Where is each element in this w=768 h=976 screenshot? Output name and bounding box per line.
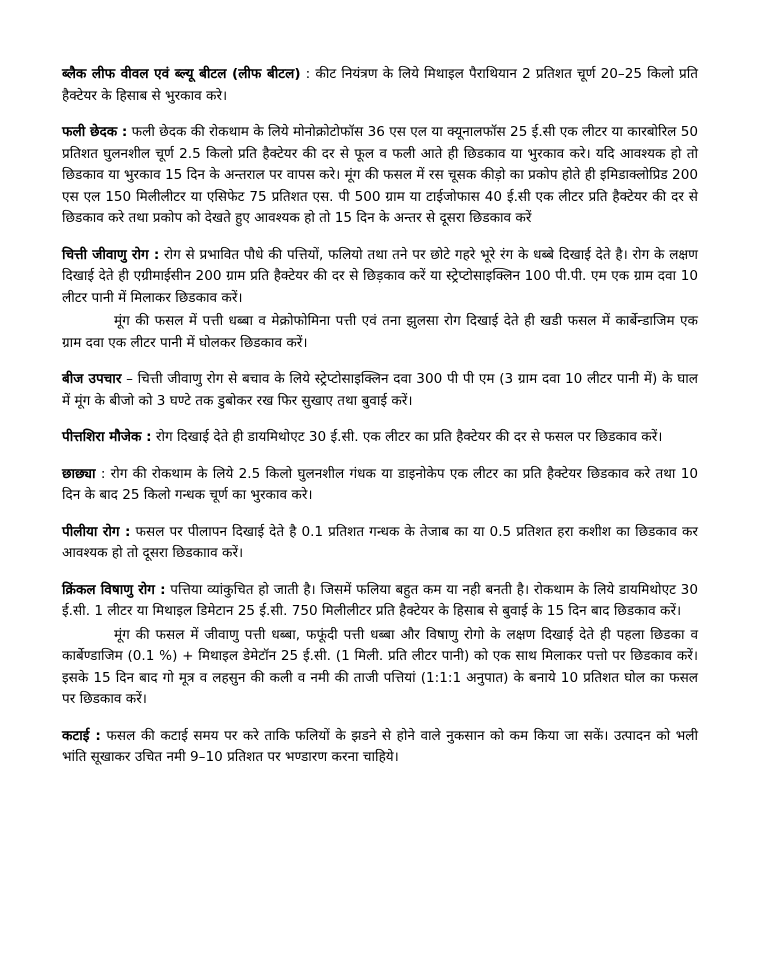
text-powdery-mildew: : रोग की रोकथाम के लिये 2.5 किलो घुलनशील गंधक या डाइनोकेप एक लीटर का प्रति हैक्टेयर छिडकाव करे तथा 10 दिन के बाद 25 किलो गन्धक चूर्ण का भुरकाव करे। bbox=[62, 465, 698, 503]
para-leaf-beetle bbox=[62, 64, 698, 107]
para-bacterial-spot bbox=[62, 245, 698, 310]
text-leaf-spot-blight: मूंग की फसल में पत्ती धब्बा व मेक्रोफोमिना पत्ती एवं तना झुलसा रोग दिखाई देते ही खडी फसल में कार्बेन्डाजिम एक ग्राम दवा एक लीटर पानी में घोलकर छिडकाव करें। bbox=[62, 313, 698, 351]
document-page bbox=[62, 64, 698, 784]
text-seed-treatment: – चित्ती जीवाणु रोग से बचाव के लिये स्ट्रेप्टोसाइक्लिन दवा 300 पी पी एम (3 ग्राम दवा 10 लीटर पानी में) के घाल में मूंग के बीजो को 3 घण्टे तक डुबोकर रख फिर सुखाए तथा बुवाई करें। bbox=[62, 371, 698, 409]
heading-leaf-beetle: ब्लैक लीफ वीवल एवं ब्ल्यू बीटल (लीफ बीटल) bbox=[62, 66, 301, 82]
text-yellowing: फसल पर पीलापन दिखाई देते है 0.1 प्रतिशत गन्धक के तेजाब का या 0.5 प्रतिशत हरा कशीश का छिडकाव कर आवश्यक हो तो दूसरा छिडकााव करें। bbox=[62, 523, 698, 561]
heading-harvesting: कटाई : bbox=[62, 727, 101, 744]
heading-yellow-vein-mosaic: पीत्तशिरा मौजेक : bbox=[62, 429, 152, 445]
text-harvesting: फसल की कटाई समय पर करे ताकि फलियों के झडने से होने वाले नुकसान को कम किया जा सकें। उत्पादन को भली भांति सूखाकर उचित नमी 9–10 प्रतिशत पर भण्डारण करना चाहिये। bbox=[62, 727, 699, 765]
para-yellow-vein-mosaic bbox=[62, 427, 698, 449]
heading-bacterial-spot: चित्ती जीवाणु रोग : bbox=[62, 246, 160, 263]
text-yellow-vein-mosaic: रोग दिखाई देते ही डायमिथोएट 30 ई.सी. एक लीटर का प्रति हैक्टेयर की दर से फसल पर छिडकाव करें। bbox=[151, 429, 663, 445]
para-seed-treatment bbox=[62, 369, 698, 412]
para-powdery-mildew bbox=[62, 464, 698, 507]
text-combined-spray: मूंग की फसल में जीवाणु पत्ती धब्बा, फफूंदी पत्ती धब्बा और विषाणु रोगो के लक्षण दिखाई देते ही पहला छिडका व कार्बेण्डाजिम (0.1 %) + मिथाइल डेमेटॉन 25 ई.सी. (1 मिली. प्रति लीटर पानी) को एक साथ मिलाकर पत्तो पर छिडकाव करें। इसके 15 दिन बाद गो मूत्र व लहसुन की कली व नमी की ताजी पत्तियां (1:1:1 अनुपात) के बनाये 10 प्रतिशत घोल का फसल पर छिडकाव करें। bbox=[62, 626, 698, 707]
text-crinkle-virus: पत्तिया व्यांकुचित हो जाती है। जिसमें फलिया बहुत कम या नही बनती है। रोकथाम के लिये डायमिथोएट 30 ई.सी. 1 लीटर या मिथाइल डिमेटान 25 ई.सी. 750 मिलीलीटर प्रति हैक्टेयर के हिसाब से बुवाई के 15 दिन बाद छिडकाव करें। bbox=[62, 581, 698, 619]
text-leaf-beetle: : कीट नियंत्रण के लिये मिथाइल पैराथियान 2 प्रतिशत चूर्ण 20–25 किलो प्रति हैक्टेयर के हिसाब से भुरकाव करे। bbox=[62, 66, 698, 104]
heading-yellowing: पीलीया रोग : bbox=[62, 523, 131, 540]
heading-seed-treatment: बीज उपचार bbox=[62, 371, 122, 387]
para-harvesting bbox=[62, 726, 698, 769]
heading-crinkle-virus: क्रिंकल विषाणु रोग : bbox=[62, 581, 166, 598]
para-leaf-spot-blight bbox=[62, 311, 698, 354]
text-pod-borer: फली छेदक की रोकथाम के लिये मोनोक्रोटोफॉस 36 एस एल या क्यूनालफॉस 25 ई.सी एक लीटर या कारबोरिल 50 प्रतिशत घुलनशील चूर्ण 2.5 किलो प्रति हैक्टेयर की दर से फूल व फली आते ही छिडकाव या भुरकाव करे। यदि आवश्यक हो तो छिडकाव या भुरकाव 15 दिन के अन्तराल पर वापस करे। मूंग की फसल में रस चूसक कीड़ो का प्रकोप होते ही इमिडाक्लोप्रिड 200 एस एल 150 मिलीलीटर या एसिफेट 75 प्रतिशत एस. पी 500 ग्राम या टाईजोफास 40 ई.सी एक लीटर प्रति हैक्टेयर की दर से छिडकाव करे तथा प्रकोप को देखते हुए आवश्यक हो तो 15 दिन के अन्तर से दूसरा छिडकाव करें bbox=[62, 124, 698, 226]
para-pod-borer bbox=[62, 122, 698, 230]
heading-pod-borer: फली छेदक : bbox=[62, 124, 128, 140]
para-combined-spray bbox=[62, 625, 698, 711]
para-yellowing bbox=[62, 522, 698, 565]
heading-powdery-mildew: छाछ्या bbox=[62, 465, 96, 482]
text-bacterial-spot: रोग से प्रभावित पौधे की पत्तियों, फलियो तथा तने पर छोटे गहरे भूरे रंग के धब्बे दिखाई देते है। रोग के लक्षण दिखाई देते ही एग्रीमाईसीन 200 ग्राम प्रति हैक्टेयर की दर से छिड़काव करें या स्ट्रेप्टोसाइक्लिन 100 पी.पी. एम एक ग्राम दवा 10 लीटर पानी में मिलाकर छिडकाव करें। bbox=[62, 246, 698, 306]
para-crinkle-virus bbox=[62, 580, 698, 623]
